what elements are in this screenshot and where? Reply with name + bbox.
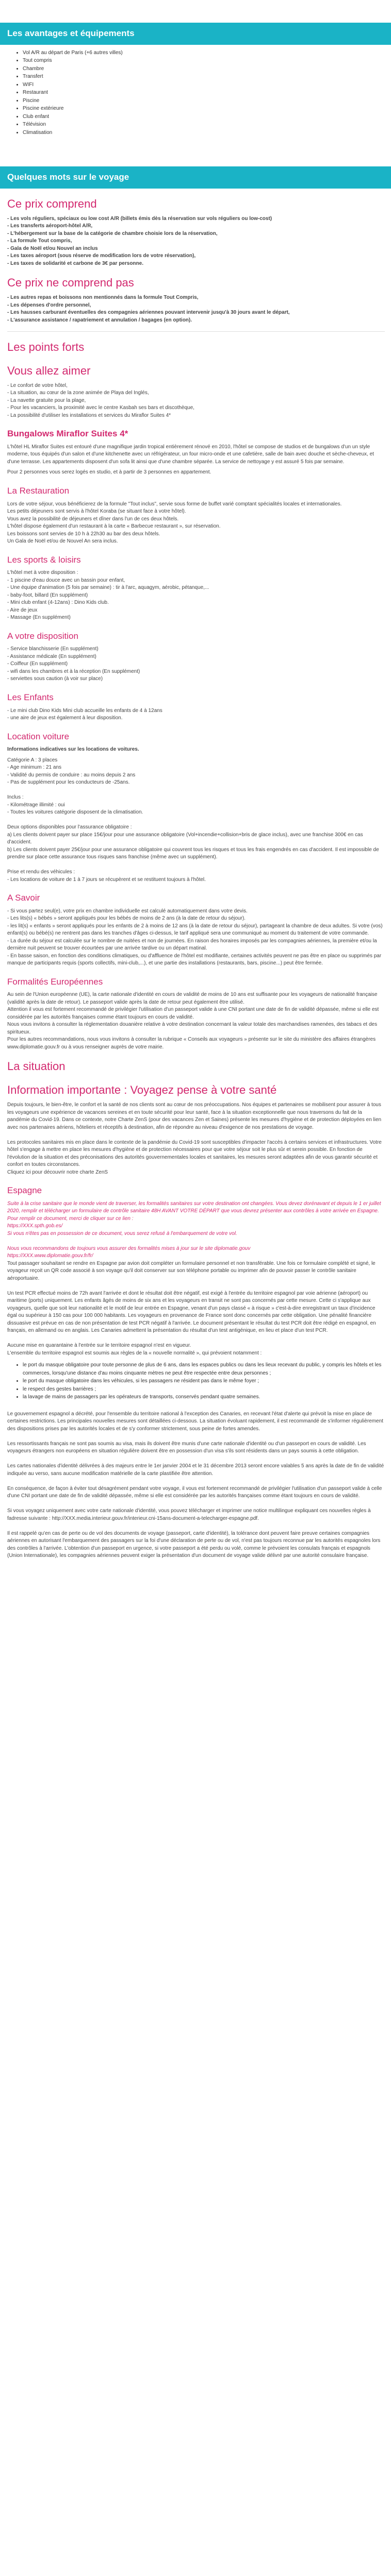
- rental-title: Location voiture: [7, 731, 70, 741]
- text-line: - Assistance médicale (En supplément): [7, 653, 96, 659]
- text-line: - Les locations de voiture de 1 à 7 jours se récupèrent et se restituent toujours à l'hôtel.: [7, 876, 206, 883]
- restauration-list: [7, 501, 385, 546]
- text-line: Les ressortissants français ne sont pas soumis au visa, mais ils doivent être munis d'une carte nationale d'identité ou d'un passeport en cours de validité. Les voyageurs étrangers non européens en situation régulière doivent être en possession d'un visa s'ils sont résidents dans un pays soumis à cette obligation.: [7, 1440, 366, 1454]
- text-line: Au sein de l'Union européenne (UE), la carte nationale d'identité en cours de validité de moins de 10 ans est suffisante pour les voyageurs de nationalité française (validité après la date de retour). Le passeport valide après la date de retour peut également être utilisé.: [7, 992, 378, 1005]
- spain-title: Espagne: [7, 1185, 42, 1196]
- text-line: - Le confort de votre hôtel,: [7, 382, 68, 388]
- text-line: Les cartes nationales d'identité délivrées à des majeurs entre le 1er janvier 2004 et le 31 décembre 2013 seront encore valables 5 ans après la date de fin de validité indiquée au verso, sans aucune modification matérielle de la carte plastifiée être attention.: [7, 1463, 384, 1477]
- text-line: - Les taxes aéroport (sous réserve de modification lors de votre réservation),: [7, 253, 196, 259]
- text-line: [7, 1455, 385, 1463]
- list-item: • Climatisation: [23, 129, 385, 137]
- seeing-title: Vous allez aimer: [7, 364, 91, 377]
- text-line: En conséquence, de façon à éviter tout désagrément pendant votre voyage, il vous est fortement recommandé de privilégier l'utilisation d'un passeport valide à celle d'une CNI portant une date de fin de validité dépassée, même si elle est considérée par les autorités françaises comme étant toujours en cours de validité.: [7, 1485, 382, 1499]
- text-line: https://XXX.www.diplomatie.gouv.fr/fr/: [7, 1253, 93, 1259]
- text-line: - Mini club enfant (4-12ans) : Dino Kids club.: [7, 600, 109, 606]
- text-line: - une aire de jeux est également à leur disposition.: [7, 715, 123, 721]
- list-item: • la lavage de mains de passagers par les opérateurs de transports, conservés pendant quatre semaines.: [23, 1393, 385, 1401]
- list-item: • Restaurant: [23, 89, 385, 97]
- list-item: • Club enfant: [23, 113, 385, 121]
- list-item: • WIFI: [23, 81, 385, 89]
- formalities-title: Formalités Européennes: [7, 976, 103, 987]
- text-line: [7, 861, 385, 869]
- text-line: - Les transferts aéroport-hôtel A/R,: [7, 223, 93, 229]
- list-item: • Transfert: [23, 73, 385, 81]
- text-line: Inclus :: [7, 794, 24, 801]
- list-item: • le port du masque obligatoire dans les véhicules, si les passagers ne résident pas dans le même foyer ;: [23, 1377, 385, 1385]
- text-line: - Toutes les voitures catégorie disposent de la climatisation.: [7, 809, 143, 816]
- text-line: - Les lits(s) « bébés » seront appliqués pour les bébés de moins de 2 ans (à la date de retour du séjour).: [7, 916, 246, 922]
- text-line: - Gala de Noël et/ou Nouvel an inclus: [7, 245, 98, 251]
- list-item: • Télévision: [23, 121, 385, 129]
- included-list: [7, 215, 385, 268]
- text-line: - Aire de jeux: [7, 607, 38, 613]
- seeing-list: [7, 382, 385, 420]
- spain-text: [7, 1260, 385, 1358]
- text-line: Deux options disponibles pour l'assurance obligatoire :: [7, 824, 132, 831]
- rental-list: [7, 757, 385, 884]
- rental-subtitle: Informations indicatives sur les locations de voitures.: [7, 747, 139, 753]
- know-title: A Savoir: [7, 893, 40, 903]
- list-item: • Vol A/R au départ de Paris (+6 autres villes): [23, 49, 385, 57]
- about-banner: Quelques mots sur le voyage: [0, 166, 391, 189]
- text-line: Le gouvernement espagnol a décrété, pour l'ensemble du territoire national à l'exception des Canaries, en recevant l'état d'alerte qui prévoit la mise en place de certaines restrictions. Les principales nouvelles mesures sont détaillées ci-dessous. La situation évoluant rapidement, il est recommandé de s'informer régulièrement des dispositions prises par les autorités locales et de s'y conformer strictement, sous peine de fortes amendes.: [7, 1411, 383, 1432]
- included-title: Ce prix comprend: [7, 197, 97, 210]
- text-line: Les petits déjeuners sont servis à l'hôtel Koraba (se situant face à votre hôtel).: [7, 509, 186, 515]
- text-line: - les lit(s) « enfants » seront appliqués pour les enfants de 2 à moins de 12 ans (à la date de retour du séjour), partageant la chambre de deux adultes. Si votre (vos) enfant(s) ou bébé(s) ne rentrent pas dans les tranches d'âges ci-dessus, le tarif appliqué sera une communiqué au moment du traitement de votre commande.: [7, 923, 383, 937]
- text-line: - La navette gratuite pour la plage,: [7, 397, 86, 403]
- text-line: - La possibilité d'utiliser les installations et services du Miraflor Suites 4*: [7, 412, 171, 418]
- list-item: • Piscine: [23, 97, 385, 105]
- spain-text2: [7, 1411, 385, 1560]
- text-line: Vous avez la possibilité de déjeuners et dîner dans l'un de ces deux hôtels.: [7, 516, 179, 522]
- text-line: - Le mini club Dino Kids Mini club accueille les enfants de 4 à 12ans: [7, 707, 162, 714]
- text-line: [7, 1131, 385, 1139]
- formalities-list: [7, 991, 385, 1051]
- text-line: L'ensemble du territoire espagnol est soumis aux règles de la « nouvelle normalité », qui prévoient notamment :: [7, 1350, 262, 1356]
- sports-title: Les sports & loisirs: [7, 554, 81, 565]
- text-line: [7, 1478, 385, 1485]
- text-line: - L'assurance assistance / rapatriement et annulation / bagages (en option).: [7, 317, 192, 323]
- bungalows-text2: Pour 2 personnes vous serez logés en studio, et à partir de 3 personnes en appartement.: [7, 469, 211, 476]
- text-line: Aucune mise en quarantaine à l'entrée sur le territoire espagnol n'est en vigueur.: [7, 1343, 191, 1349]
- know-list: [7, 908, 385, 968]
- text-line: - Les hausses carburant éventuelles des compagnies aériennes pouvant intervenir jusqu'à 30 jours avant le départ,: [7, 310, 290, 316]
- text-line: - serviettes sous caution (à voir sur place): [7, 676, 103, 682]
- excluded-title: Ce prix ne comprend pas: [7, 276, 134, 290]
- children-list: [7, 707, 385, 722]
- text-line: - Les vols réguliers, spéciaux ou low cost A/R (billets émis dès la réservation sur vols réguliers ou low-cost): [7, 215, 272, 222]
- text-line: - Service blanchisserie (En supplément): [7, 646, 99, 652]
- spain-warning: [7, 1200, 385, 1260]
- text-line: - La formule Tout compris,: [7, 238, 72, 244]
- text-line: [7, 1500, 385, 1508]
- text-line: Tout passager souhaitant se rendre en Espagne par avion doit compléter un formulaire personnel et non transférable. Une fois ce formulaire complété et signé, le voyageur reçoit un QR code associé à son voyage qu'il doit conserver sur son téléphone portable ou imprimer afin de pouvoir passer le contrôle sanitaire aéroportuaire.: [7, 1260, 376, 1281]
- list-item: • Piscine extérieure: [23, 105, 385, 113]
- text-line: L'hôtel dispose également d'un restaurant à la carte « Barbecue restaurant », sur réservation.: [7, 523, 221, 530]
- text-line: Cliquez ici pour découvrir notre charte ZenS: [7, 1169, 108, 1175]
- text-line: https://XXX.spth.gob.es/: [7, 1223, 63, 1229]
- text-line: - En basse saison, en fonction des conditions climatiques, ou d'affluence de l'hôtel est modifiante, certaines activités peuvent ne pas être en place ou supprimés par manque de participants requis (sports collectifs, mini-club,...), et une partie des installations (restaurants, bars, piscine...) peut être fermée.: [7, 953, 382, 967]
- text-line: L'hôtel met à votre disposition :: [7, 570, 78, 576]
- bungalows-title: Bungalows Miraflor Suites 4*: [7, 429, 128, 439]
- text-line: [7, 1282, 385, 1290]
- advantages-list: [7, 49, 385, 137]
- text-line: - La durée du séjour est calculée sur le nombre de nuitées et non de journées. En raison des horaires imposés par les compagnies aériennes, la première et/ou la dernière nuit peuvent se trouver écourtées par une arrivée tardive ou un départ matinal.: [7, 938, 377, 952]
- text-line: Nous vous invitons à consulter la réglementation douanière relative à votre destination concernant la valeur totale des marchandises ramenées, des tabacs et des spiritueux.: [7, 1022, 378, 1035]
- text-line: Les protocoles sanitaires mis en place dans le contexte de la pandémie du Covid-19 sont susceptibles d'impacter l'accès à certains services et infrastructures. Votre hôtel s'engage à mettre en place les mesures d'hygiène et de protection nécessaires pour que votre séjour soit le plus sûr et serein possible. En fonction de l'évolution de la situation et des préconisations des autorités gouvernementales locales et sanitaires, les mesures seront adaptées afin de vous garantir sécurité et confort en toutes circonstances.: [7, 1139, 382, 1168]
- text-line: - Coiffeur (En supplément): [7, 661, 68, 667]
- text-line: [7, 817, 385, 824]
- text-line: - Les dépenses d'ordre personnel,: [7, 302, 91, 308]
- text-line: - L'hébergement sur la base de la catégorie de chambre choisie lors de la réservation,: [7, 230, 218, 236]
- text-line: [7, 1238, 385, 1245]
- list-item: • Chambre: [23, 65, 385, 73]
- important-list: [7, 1101, 385, 1176]
- important-title: Information importante : Voyagez pense à votre santé: [7, 1083, 277, 1097]
- text-line: [7, 787, 385, 794]
- text-line: - wifi dans les chambres et à la réception (En supplément): [7, 668, 140, 674]
- text-line: Si vous voyagez uniquement avec votre carte nationale d'identité, vous pouvez télécharger et imprimer une notice multilingue expliquant ces nouvelles règles à fadresse suivante : http://XXX.media.interieur.gouv.fr/interieur.cni-15ans-document-a-telecharger-espagne.pdf.: [7, 1508, 371, 1521]
- strong-points-title: Les points forts: [7, 341, 85, 354]
- disposal-title: A votre disposition: [7, 631, 78, 641]
- text-line: - Kilométrage illimité : oui: [7, 802, 65, 808]
- text-line: - Pas de supplément pour les conducteurs de -25ans.: [7, 779, 130, 786]
- text-line: - Massage (En supplément): [7, 615, 71, 621]
- text-line: Catégorie A : 3 places: [7, 757, 58, 763]
- text-line: - 1 piscine d'eau douce avec un bassin pour enfant,: [7, 577, 125, 583]
- text-line: Un Gala de Noël et/ou de Nouvel An sera inclus.: [7, 538, 118, 545]
- text-line: Il est rappelé qu'en cas de perte ou de vol des documents de voyage (passeport, carte d'identité), la tolérance dont peuvent faire preuve certaines compagnies aériennes en autorisant l'embarquement des passagers sur la foi d'une déclaration de perte ou de vol, n'est pas toujours reconnue par les autorités espagnoles lors des contrôles à l'arrivée. L'obtention d'un passeport en urgence, si votre passeport a été perdu ou volé, comme le prévoient les consulats français et espagnols (Union Internationale), les compagnies aériennes peuvent exiger la présentation d'un document de voyage valide délivré par une autorité consulaire française.: [7, 1530, 381, 1559]
- text-line: - baby-foot, billard (En supplément): [7, 592, 88, 598]
- text-line: Nous vous recommandons de toujours vous assurer des formalités mises à jour sur le site diplomatie.gouv: [7, 1245, 251, 1251]
- children-title: Les Enfants: [7, 692, 54, 702]
- restauration-title: La Restauration: [7, 485, 70, 496]
- page: [0, 23, 391, 1570]
- bungalows-text: L'hôtel HL Miraflor Suites est entouré d'une magnifique jardin tropical entièrement rénové en 2010, l'hôtel se compose de studios et de bungalows d'un un style moderne, tous équipés d'un salon et d'une kitchenette avec un réfrigérateur, un four micro-onde et une cafetière, salle de bain avec douche et sèche-cheveux, et d'une terrasse. Les appartements disposent d'un sofa lit ainsi que d'une chambre séparée. La service de nettoyage y est assuré 5 fois par semaine.: [7, 444, 374, 465]
- text-line: Les boissons sont servies de 10 h à 22h30 au bar des deux hôtels.: [7, 531, 160, 537]
- text-line: - Si vous partez seul(e), votre prix en chambre individuelle est calculé automatiquement dans votre devis.: [7, 908, 248, 914]
- text-line: - Validité du permis de conduire : au moins depuis 2 ans: [7, 772, 136, 778]
- spain-rules-list: [7, 1361, 385, 1401]
- list-item: • le respect des gestes barrières ;: [23, 1385, 385, 1394]
- excluded-list: [7, 294, 385, 324]
- text-line: Un test PCR effectué moins de 72h avant l'arrivée et dont le résultat doit être négatif, est exigé à l'entrée du territoire espagnol par voie aérienne (aéroport) ou maritime (ports) uniquement. Les enfants âgés de moins de six ans et les voyageurs en transit ne sont pas concernés par cette mesure. Cette ci s'applique aux voyageurs, quelle que soit leur nationalité et le motif de leur entrée en Espagne, venant d'un pays classé « à risque » c'est-à-dire enregistrant un taux d'incidence égal ou supérieur à 150 cas pour 100 000 habitants. Les voyageurs en provenance de France sont donc concernés par cette obligation. Une pénalité financière dissuasive est prévue en cas de non présentation de test PCR négatif à l'arrivée. Le document présentant le résultat du test PCR doit être rédigé en espagnol, en français, en allemand ou en anglais. Les Canaries admettent la présentation du résultat d'un test antigénique, en lieu et place d'un test PCR.: [7, 1290, 376, 1334]
- text-line: - Age minimum : 21 ans: [7, 765, 62, 771]
- text-line: Pour remplir ce document, merci de cliquer sur ce lien :: [7, 1215, 134, 1222]
- text-line: - Les autres repas et boissons non mentionnés dans la formule Tout Compris,: [7, 295, 199, 301]
- text-line: Depuis toujours, le bien-être, le confort et la santé de nos clients sont au cœur de nos préoccupations. Nos équipes et partenaires se mobilisent pour assurer à tous les voyageurs une expérience de vacances sereines et en toute sécurité pour leur santé, face à la situation exceptionnelle que nous traversons du fait de la pandémie du Covid-19. Dans ce contexte, notre Charte ZenS (pour des vacances Zen et Saines) présente les mesures d'hygiène et de protection déployées en lien avec nos partenaires aériens, hôteliers et réceptifs à destination, afin de répondre au niveau d'exigence de nos prestations de voyage.: [7, 1102, 382, 1130]
- text-line: - La situation, au cœur de la zone animée de Playa del Inglés,: [7, 390, 149, 396]
- text-line: Suite à la crise sanitaire que le monde vient de traverser, les formalités sanitaires sur votre destination ont changées. Vous devez dorénavant et depuis le 1 er juillet 2020, remplir et télécharger un formulaire de contrôle sanitaire 48H AVANT VOTRE DÉPART que vous devrez présenter aux contrôles à votre arrivée en Espagne.: [7, 1200, 381, 1214]
- text-line: Attention il vous est fortement recommandé de privilégier l'utilisation d'un passeport valide à une CNI portant une date de fin de validité dépassée, même si elle est considérée par les autorités françaises comme étant toujours en cours de validité.: [7, 1007, 379, 1020]
- text-line: - Les taxes de solidarité et carbone de 3€ par personne.: [7, 260, 143, 266]
- text-line: - Pour les vacanciers, la proximité avec le centre Kasbah ses bars et discothèque,: [7, 405, 194, 411]
- list-item: • le port du masque obligatoire pour toute personne de plus de 6 ans, dans les espaces publics ou dans les lieux recevant du public, y compris les hôtels et les commerces, lorsqu'une distance d'au moins cinquante mètres ne peut être respectée entre deux personnes ;: [23, 1361, 385, 1377]
- text-line: Lors de votre séjour, vous bénéficierez de la formule "Tout inclus", servie sous forme de buffet varié comptant spécialités locales et internationales.: [7, 501, 342, 507]
- disposal-list: [7, 646, 385, 683]
- sports-list: [7, 569, 385, 622]
- text-line: Si vous n'êtes pas en possession de ce document, vous serez refusé à l'embarquement de votre vol.: [7, 1230, 237, 1236]
- text-line: - Une équipe d'animation (5 fois par semaine) : tir à l'arc, aquagym, aérobic, pétanque,...: [7, 585, 209, 591]
- text-line: b) Les clients doivent payer 25€/jour pour une assurance obligatoire qui couvrent tous les risques et tous les frais engendrés en cas d'accident. Il est impossible de prendre sur place cette assurance tous risques sans franchise (même avec un supplément).: [7, 846, 379, 860]
- text-line: [7, 1522, 385, 1530]
- situation-title: La situation: [7, 1060, 66, 1073]
- advantages-banner: Les avantages et équipements: [0, 23, 391, 45]
- text-line: a) Les clients doivent payer sur place 15€/jour pour une assurance obligatoire (Vol+incendie+collision+bris de glace inclus), avec une franchise 300€ en cas d'accident.: [7, 832, 363, 845]
- text-line: [7, 1433, 385, 1440]
- text-line: Prise et rendu des véhicules :: [7, 869, 75, 875]
- text-line: Pour les autres recommandations, nous vous invitons à consulter la rubrique « Conseils aux voyageurs » présente sur le site du ministère des affaires étrangères www.diplomatie.gouv.fr ou à vous renseigner auprès de votre mairie.: [7, 1037, 376, 1050]
- list-item: • Tout compris: [23, 57, 385, 65]
- text-line: [7, 1335, 385, 1343]
